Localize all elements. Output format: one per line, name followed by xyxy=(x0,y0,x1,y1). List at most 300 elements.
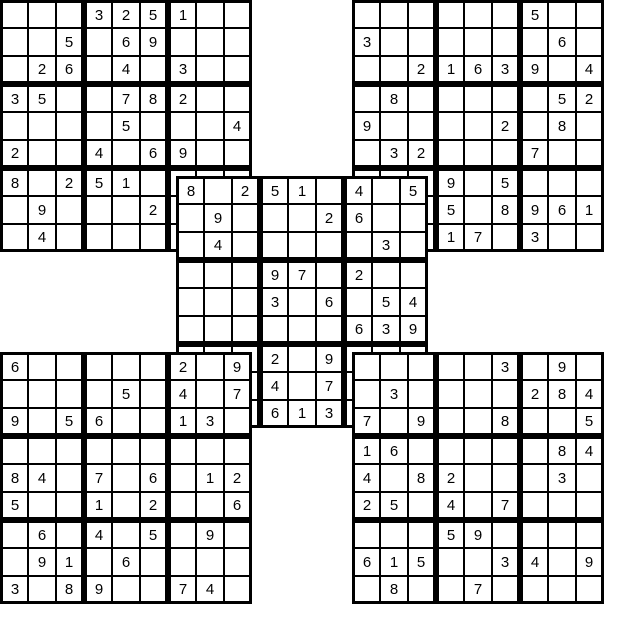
sudoku-cell-bottom-left-r8c5[interactable]: 6 xyxy=(112,548,140,576)
sudoku-cell-bottom-right-r3c9[interactable]: 5 xyxy=(576,408,604,436)
sudoku-cell-top-left-r7c3[interactable]: 2 xyxy=(56,168,84,196)
sudoku-cell-bottom-left-r1c8[interactable] xyxy=(196,352,224,380)
sudoku-cell-top-left-r1c5[interactable]: 2 xyxy=(112,0,140,28)
sudoku-cell-center-r2c6[interactable]: 2 xyxy=(316,204,344,232)
sudoku-cell-center-r4c6[interactable] xyxy=(316,260,344,288)
sudoku-cell-top-right-r2c9[interactable] xyxy=(576,28,604,56)
sudoku-cell-bottom-left-r7c8[interactable]: 9 xyxy=(196,520,224,548)
sudoku-cell-center-r3c5[interactable] xyxy=(288,232,316,260)
sudoku-cell-top-right-r9c4[interactable]: 1 xyxy=(436,224,464,252)
sudoku-cell-center-r2c7[interactable]: 6 xyxy=(344,204,372,232)
sudoku-cell-center-r5c6[interactable]: 6 xyxy=(316,288,344,316)
sudoku-cell-bottom-left-r2c6[interactable] xyxy=(140,380,168,408)
sudoku-cell-bottom-right-r5c9[interactable] xyxy=(576,464,604,492)
sudoku-cell-top-left-r3c4[interactable] xyxy=(84,56,112,84)
sudoku-cell-center-r1c3[interactable]: 2 xyxy=(232,176,260,204)
sudoku-cell-bottom-right-r4c1[interactable]: 1 xyxy=(352,436,380,464)
sudoku-cell-center-r6c3[interactable] xyxy=(232,316,260,344)
sudoku-cell-top-right-r6c9[interactable] xyxy=(576,140,604,168)
sudoku-cell-top-right-r2c3[interactable] xyxy=(408,28,436,56)
sudoku-cell-bottom-right-r3c2[interactable] xyxy=(380,408,408,436)
sudoku-cell-bottom-right-r8c5[interactable] xyxy=(464,548,492,576)
sudoku-cell-top-left-r7c4[interactable]: 5 xyxy=(84,168,112,196)
sudoku-cell-bottom-right-r7c7[interactable] xyxy=(520,520,548,548)
sudoku-cell-top-left-r2c1[interactable] xyxy=(0,28,28,56)
sudoku-cell-top-right-r8c5[interactable] xyxy=(464,196,492,224)
sudoku-cell-bottom-left-r4c8[interactable] xyxy=(196,436,224,464)
sudoku-cell-top-left-r1c3[interactable] xyxy=(56,0,84,28)
sudoku-cell-center-r6c2[interactable] xyxy=(204,316,232,344)
sudoku-cell-bottom-left-r2c3[interactable] xyxy=(56,380,84,408)
sudoku-cell-top-left-r5c8[interactable] xyxy=(196,112,224,140)
sudoku-cell-top-right-r1c3[interactable] xyxy=(408,0,436,28)
sudoku-cell-center-r2c8[interactable] xyxy=(372,204,400,232)
sudoku-cell-bottom-right-r3c4[interactable] xyxy=(436,408,464,436)
sudoku-cell-top-left-r5c2[interactable] xyxy=(28,112,56,140)
sudoku-cell-top-right-r4c6[interactable] xyxy=(492,84,520,112)
sudoku-cell-top-left-r2c7[interactable] xyxy=(168,28,196,56)
sudoku-cell-center-r1c4[interactable]: 5 xyxy=(260,176,288,204)
sudoku-cell-bottom-right-r6c1[interactable]: 2 xyxy=(352,492,380,520)
sudoku-cell-center-r1c2[interactable] xyxy=(204,176,232,204)
sudoku-cell-center-r5c7[interactable] xyxy=(344,288,372,316)
sudoku-cell-bottom-right-r2c8[interactable]: 8 xyxy=(548,380,576,408)
sudoku-cell-bottom-left-r9c8[interactable]: 4 xyxy=(196,576,224,604)
sudoku-cell-center-r3c2[interactable]: 4 xyxy=(204,232,232,260)
sudoku-cell-center-r1c7[interactable]: 4 xyxy=(344,176,372,204)
sudoku-cell-bottom-left-r5c1[interactable]: 8 xyxy=(0,464,28,492)
sudoku-cell-bottom-right-r1c4[interactable] xyxy=(436,352,464,380)
sudoku-cell-top-right-r5c3[interactable] xyxy=(408,112,436,140)
sudoku-cell-bottom-right-r8c2[interactable]: 1 xyxy=(380,548,408,576)
sudoku-cell-center-r5c4[interactable]: 3 xyxy=(260,288,288,316)
sudoku-cell-bottom-left-r8c1[interactable] xyxy=(0,548,28,576)
sudoku-cell-center-r3c6[interactable] xyxy=(316,232,344,260)
sudoku-cell-top-left-r6c8[interactable] xyxy=(196,140,224,168)
sudoku-cell-bottom-right-r6c8[interactable] xyxy=(548,492,576,520)
sudoku-cell-center-r8c4[interactable]: 4 xyxy=(260,372,288,400)
sudoku-cell-bottom-left-r3c2[interactable] xyxy=(28,408,56,436)
sudoku-cell-top-right-r6c2[interactable]: 3 xyxy=(380,140,408,168)
sudoku-cell-top-left-r3c8[interactable] xyxy=(196,56,224,84)
sudoku-cell-bottom-left-r7c7[interactable] xyxy=(168,520,196,548)
sudoku-cell-top-right-r1c1[interactable] xyxy=(352,0,380,28)
sudoku-cell-bottom-left-r9c6[interactable] xyxy=(140,576,168,604)
sudoku-cell-center-r7c4[interactable]: 2 xyxy=(260,344,288,372)
sudoku-cell-bottom-right-r1c6[interactable]: 3 xyxy=(492,352,520,380)
sudoku-cell-top-right-r2c2[interactable] xyxy=(380,28,408,56)
sudoku-cell-top-left-r1c4[interactable]: 3 xyxy=(84,0,112,28)
sudoku-cell-bottom-left-r4c5[interactable] xyxy=(112,436,140,464)
sudoku-cell-bottom-left-r3c3[interactable]: 5 xyxy=(56,408,84,436)
sudoku-cell-center-r3c9[interactable] xyxy=(400,232,428,260)
sudoku-cell-bottom-left-r7c3[interactable] xyxy=(56,520,84,548)
sudoku-cell-bottom-right-r4c5[interactable] xyxy=(464,436,492,464)
sudoku-cell-top-right-r2c1[interactable]: 3 xyxy=(352,28,380,56)
sudoku-cell-bottom-left-r3c4[interactable]: 6 xyxy=(84,408,112,436)
sudoku-cell-bottom-right-r1c1[interactable] xyxy=(352,352,380,380)
sudoku-cell-center-r1c8[interactable] xyxy=(372,176,400,204)
sudoku-cell-bottom-right-r6c3[interactable] xyxy=(408,492,436,520)
sudoku-cell-bottom-left-r8c3[interactable]: 1 xyxy=(56,548,84,576)
sudoku-cell-bottom-right-r8c4[interactable] xyxy=(436,548,464,576)
sudoku-cell-top-right-r4c4[interactable] xyxy=(436,84,464,112)
sudoku-cell-bottom-right-r2c5[interactable] xyxy=(464,380,492,408)
sudoku-cell-center-r3c7[interactable] xyxy=(344,232,372,260)
sudoku-cell-top-left-r2c2[interactable] xyxy=(28,28,56,56)
sudoku-cell-top-right-r4c9[interactable]: 2 xyxy=(576,84,604,112)
sudoku-cell-top-left-r4c4[interactable] xyxy=(84,84,112,112)
sudoku-cell-bottom-left-r3c6[interactable] xyxy=(140,408,168,436)
sudoku-cell-bottom-right-r1c3[interactable] xyxy=(408,352,436,380)
sudoku-cell-bottom-right-r8c6[interactable]: 3 xyxy=(492,548,520,576)
sudoku-cell-top-right-r2c4[interactable] xyxy=(436,28,464,56)
sudoku-cell-top-left-r5c7[interactable] xyxy=(168,112,196,140)
sudoku-cell-top-right-r3c8[interactable] xyxy=(548,56,576,84)
sudoku-cell-top-right-r4c8[interactable]: 5 xyxy=(548,84,576,112)
sudoku-cell-center-r1c9[interactable]: 5 xyxy=(400,176,428,204)
sudoku-cell-top-right-r6c6[interactable] xyxy=(492,140,520,168)
sudoku-cell-top-right-r3c2[interactable] xyxy=(380,56,408,84)
sudoku-cell-top-right-r3c4[interactable]: 1 xyxy=(436,56,464,84)
sudoku-cell-center-r3c1[interactable] xyxy=(176,232,204,260)
sudoku-cell-top-right-r7c7[interactable] xyxy=(520,168,548,196)
sudoku-cell-center-r6c8[interactable]: 3 xyxy=(372,316,400,344)
sudoku-cell-bottom-right-r7c3[interactable] xyxy=(408,520,436,548)
sudoku-cell-center-r5c8[interactable]: 5 xyxy=(372,288,400,316)
sudoku-cell-bottom-left-r7c2[interactable]: 6 xyxy=(28,520,56,548)
sudoku-cell-bottom-left-r6c7[interactable] xyxy=(168,492,196,520)
sudoku-cell-bottom-left-r1c9[interactable]: 9 xyxy=(224,352,252,380)
sudoku-cell-top-right-r9c5[interactable]: 7 xyxy=(464,224,492,252)
sudoku-cell-bottom-right-r6c7[interactable] xyxy=(520,492,548,520)
sudoku-cell-bottom-left-r6c9[interactable]: 6 xyxy=(224,492,252,520)
sudoku-cell-center-r5c9[interactable]: 4 xyxy=(400,288,428,316)
sudoku-cell-bottom-right-r9c1[interactable] xyxy=(352,576,380,604)
sudoku-cell-top-left-r7c1[interactable]: 8 xyxy=(0,168,28,196)
sudoku-cell-bottom-right-r4c3[interactable] xyxy=(408,436,436,464)
sudoku-cell-bottom-left-r6c6[interactable]: 2 xyxy=(140,492,168,520)
sudoku-cell-top-right-r2c8[interactable]: 6 xyxy=(548,28,576,56)
sudoku-cell-top-left-r6c4[interactable]: 4 xyxy=(84,140,112,168)
sudoku-cell-top-left-r6c9[interactable] xyxy=(224,140,252,168)
sudoku-cell-top-left-r2c5[interactable]: 6 xyxy=(112,28,140,56)
sudoku-cell-center-r6c4[interactable] xyxy=(260,316,288,344)
sudoku-cell-top-right-r1c9[interactable] xyxy=(576,0,604,28)
sudoku-cell-bottom-right-r4c6[interactable] xyxy=(492,436,520,464)
sudoku-cell-bottom-left-r8c7[interactable] xyxy=(168,548,196,576)
sudoku-cell-bottom-right-r1c7[interactable] xyxy=(520,352,548,380)
sudoku-cell-top-left-r3c1[interactable] xyxy=(0,56,28,84)
sudoku-cell-top-left-r4c7[interactable]: 2 xyxy=(168,84,196,112)
sudoku-cell-bottom-left-r6c3[interactable] xyxy=(56,492,84,520)
sudoku-cell-bottom-right-r9c5[interactable]: 7 xyxy=(464,576,492,604)
sudoku-cell-top-right-r2c6[interactable] xyxy=(492,28,520,56)
sudoku-cell-top-left-r2c8[interactable] xyxy=(196,28,224,56)
sudoku-cell-center-r4c8[interactable] xyxy=(372,260,400,288)
sudoku-cell-bottom-left-r6c2[interactable] xyxy=(28,492,56,520)
sudoku-cell-top-right-r2c7[interactable] xyxy=(520,28,548,56)
sudoku-cell-center-r2c5[interactable] xyxy=(288,204,316,232)
sudoku-cell-top-right-r8c6[interactable]: 8 xyxy=(492,196,520,224)
sudoku-cell-center-r6c5[interactable] xyxy=(288,316,316,344)
sudoku-cell-center-r1c6[interactable] xyxy=(316,176,344,204)
sudoku-cell-top-left-r4c2[interactable]: 5 xyxy=(28,84,56,112)
sudoku-cell-bottom-right-r9c8[interactable] xyxy=(548,576,576,604)
sudoku-cell-center-r2c4[interactable] xyxy=(260,204,288,232)
sudoku-cell-bottom-right-r2c6[interactable] xyxy=(492,380,520,408)
sudoku-cell-top-left-r4c1[interactable]: 3 xyxy=(0,84,28,112)
sudoku-cell-top-left-r9c4[interactable] xyxy=(84,224,112,252)
sudoku-cell-top-left-r2c9[interactable] xyxy=(224,28,252,56)
sudoku-cell-top-left-r6c3[interactable] xyxy=(56,140,84,168)
sudoku-cell-bottom-right-r7c1[interactable] xyxy=(352,520,380,548)
sudoku-cell-bottom-right-r3c1[interactable]: 7 xyxy=(352,408,380,436)
sudoku-cell-bottom-left-r6c4[interactable]: 1 xyxy=(84,492,112,520)
sudoku-cell-top-right-r7c6[interactable]: 5 xyxy=(492,168,520,196)
sudoku-cell-bottom-right-r9c3[interactable] xyxy=(408,576,436,604)
sudoku-cell-bottom-left-r4c1[interactable] xyxy=(0,436,28,464)
sudoku-cell-bottom-left-r6c1[interactable]: 5 xyxy=(0,492,28,520)
sudoku-cell-top-left-r6c5[interactable] xyxy=(112,140,140,168)
sudoku-cell-top-left-r6c1[interactable]: 2 xyxy=(0,140,28,168)
sudoku-cell-top-right-r8c9[interactable]: 1 xyxy=(576,196,604,224)
sudoku-cell-center-r5c3[interactable] xyxy=(232,288,260,316)
sudoku-cell-bottom-left-r6c5[interactable] xyxy=(112,492,140,520)
sudoku-cell-top-right-r6c8[interactable] xyxy=(548,140,576,168)
sudoku-cell-bottom-right-r2c2[interactable]: 3 xyxy=(380,380,408,408)
sudoku-cell-bottom-right-r5c3[interactable]: 8 xyxy=(408,464,436,492)
sudoku-cell-top-right-r4c5[interactable] xyxy=(464,84,492,112)
sudoku-cell-bottom-right-r7c8[interactable] xyxy=(548,520,576,548)
sudoku-cell-bottom-left-r7c5[interactable] xyxy=(112,520,140,548)
sudoku-cell-bottom-left-r3c9[interactable] xyxy=(224,408,252,436)
sudoku-cell-bottom-right-r5c4[interactable]: 2 xyxy=(436,464,464,492)
sudoku-cell-bottom-left-r5c7[interactable] xyxy=(168,464,196,492)
sudoku-cell-bottom-right-r6c2[interactable]: 5 xyxy=(380,492,408,520)
sudoku-cell-bottom-left-r2c4[interactable] xyxy=(84,380,112,408)
sudoku-cell-center-r6c9[interactable]: 9 xyxy=(400,316,428,344)
sudoku-cell-bottom-right-r1c2[interactable] xyxy=(380,352,408,380)
sudoku-cell-top-left-r5c9[interactable]: 4 xyxy=(224,112,252,140)
sudoku-cell-top-right-r4c1[interactable] xyxy=(352,84,380,112)
sudoku-cell-bottom-left-r7c1[interactable] xyxy=(0,520,28,548)
sudoku-cell-bottom-right-r6c4[interactable]: 4 xyxy=(436,492,464,520)
sudoku-cell-top-left-r4c9[interactable] xyxy=(224,84,252,112)
sudoku-cell-bottom-left-r8c4[interactable] xyxy=(84,548,112,576)
sudoku-cell-bottom-right-r9c7[interactable] xyxy=(520,576,548,604)
sudoku-cell-bottom-left-r8c2[interactable]: 9 xyxy=(28,548,56,576)
sudoku-cell-center-r5c5[interactable] xyxy=(288,288,316,316)
sudoku-cell-top-left-r8c4[interactable] xyxy=(84,196,112,224)
sudoku-cell-center-r1c1[interactable]: 8 xyxy=(176,176,204,204)
sudoku-cell-bottom-left-r9c7[interactable]: 7 xyxy=(168,576,196,604)
sudoku-cell-top-right-r6c5[interactable] xyxy=(464,140,492,168)
sudoku-cell-bottom-right-r4c8[interactable]: 8 xyxy=(548,436,576,464)
sudoku-cell-bottom-left-r5c9[interactable]: 2 xyxy=(224,464,252,492)
sudoku-cell-bottom-left-r9c5[interactable] xyxy=(112,576,140,604)
sudoku-cell-center-r3c4[interactable] xyxy=(260,232,288,260)
sudoku-cell-bottom-left-r3c8[interactable]: 3 xyxy=(196,408,224,436)
sudoku-cell-top-right-r5c4[interactable] xyxy=(436,112,464,140)
sudoku-cell-center-r4c4[interactable]: 9 xyxy=(260,260,288,288)
sudoku-cell-center-r9c5[interactable]: 1 xyxy=(288,400,316,428)
sudoku-cell-bottom-left-r9c1[interactable]: 3 xyxy=(0,576,28,604)
sudoku-cell-top-left-r6c2[interactable] xyxy=(28,140,56,168)
sudoku-cell-bottom-right-r3c5[interactable] xyxy=(464,408,492,436)
sudoku-cell-bottom-left-r5c5[interactable] xyxy=(112,464,140,492)
sudoku-cell-bottom-right-r5c8[interactable]: 3 xyxy=(548,464,576,492)
sudoku-cell-top-left-r4c5[interactable]: 7 xyxy=(112,84,140,112)
sudoku-cell-bottom-left-r6c8[interactable] xyxy=(196,492,224,520)
sudoku-cell-top-right-r4c7[interactable] xyxy=(520,84,548,112)
sudoku-cell-bottom-right-r5c5[interactable] xyxy=(464,464,492,492)
sudoku-cell-top-left-r3c6[interactable] xyxy=(140,56,168,84)
sudoku-cell-bottom-right-r3c8[interactable] xyxy=(548,408,576,436)
sudoku-cell-top-left-r5c3[interactable] xyxy=(56,112,84,140)
sudoku-cell-bottom-left-r4c2[interactable] xyxy=(28,436,56,464)
sudoku-cell-top-right-r5c7[interactable] xyxy=(520,112,548,140)
sudoku-cell-top-right-r6c7[interactable]: 7 xyxy=(520,140,548,168)
sudoku-cell-top-left-r5c4[interactable] xyxy=(84,112,112,140)
sudoku-cell-center-r2c1[interactable] xyxy=(176,204,204,232)
sudoku-cell-bottom-right-r1c8[interactable]: 9 xyxy=(548,352,576,380)
sudoku-cell-bottom-right-r6c6[interactable]: 7 xyxy=(492,492,520,520)
sudoku-cell-bottom-left-r5c3[interactable] xyxy=(56,464,84,492)
sudoku-cell-top-left-r9c2[interactable]: 4 xyxy=(28,224,56,252)
sudoku-cell-center-r9c6[interactable]: 3 xyxy=(316,400,344,428)
sudoku-cell-top-right-r6c1[interactable] xyxy=(352,140,380,168)
sudoku-cell-bottom-left-r2c7[interactable]: 4 xyxy=(168,380,196,408)
sudoku-cell-bottom-left-r9c9[interactable] xyxy=(224,576,252,604)
sudoku-cell-bottom-right-r8c1[interactable]: 6 xyxy=(352,548,380,576)
sudoku-cell-bottom-right-r9c9[interactable] xyxy=(576,576,604,604)
sudoku-cell-bottom-left-r3c5[interactable] xyxy=(112,408,140,436)
sudoku-cell-bottom-left-r8c6[interactable] xyxy=(140,548,168,576)
sudoku-cell-bottom-right-r4c4[interactable] xyxy=(436,436,464,464)
sudoku-cell-center-r3c3[interactable] xyxy=(232,232,260,260)
sudoku-cell-top-right-r4c2[interactable]: 8 xyxy=(380,84,408,112)
sudoku-cell-bottom-left-r1c1[interactable]: 6 xyxy=(0,352,28,380)
sudoku-cell-top-left-r8c5[interactable] xyxy=(112,196,140,224)
sudoku-cell-top-right-r2c5[interactable] xyxy=(464,28,492,56)
sudoku-cell-center-r6c6[interactable] xyxy=(316,316,344,344)
sudoku-cell-center-r8c5[interactable] xyxy=(288,372,316,400)
sudoku-cell-bottom-right-r4c9[interactable]: 4 xyxy=(576,436,604,464)
sudoku-cell-bottom-left-r8c9[interactable] xyxy=(224,548,252,576)
sudoku-cell-top-right-r7c4[interactable]: 9 xyxy=(436,168,464,196)
sudoku-cell-top-right-r5c9[interactable] xyxy=(576,112,604,140)
sudoku-cell-top-right-r3c1[interactable] xyxy=(352,56,380,84)
sudoku-cell-top-left-r7c6[interactable] xyxy=(140,168,168,196)
sudoku-cell-top-left-r2c4[interactable] xyxy=(84,28,112,56)
sudoku-cell-top-right-r8c4[interactable]: 5 xyxy=(436,196,464,224)
sudoku-cell-top-left-r2c3[interactable]: 5 xyxy=(56,28,84,56)
sudoku-cell-bottom-left-r4c6[interactable] xyxy=(140,436,168,464)
sudoku-cell-center-r7c6[interactable]: 9 xyxy=(316,344,344,372)
sudoku-cell-center-r2c2[interactable]: 9 xyxy=(204,204,232,232)
sudoku-cell-top-right-r3c9[interactable]: 4 xyxy=(576,56,604,84)
sudoku-cell-bottom-left-r2c9[interactable]: 7 xyxy=(224,380,252,408)
sudoku-cell-center-r2c9[interactable] xyxy=(400,204,428,232)
sudoku-cell-top-right-r3c7[interactable]: 9 xyxy=(520,56,548,84)
sudoku-cell-top-left-r5c5[interactable]: 5 xyxy=(112,112,140,140)
sudoku-cell-top-right-r3c5[interactable]: 6 xyxy=(464,56,492,84)
sudoku-cell-top-right-r1c8[interactable] xyxy=(548,0,576,28)
sudoku-cell-bottom-left-r7c6[interactable]: 5 xyxy=(140,520,168,548)
sudoku-cell-bottom-right-r4c7[interactable] xyxy=(520,436,548,464)
sudoku-cell-top-right-r7c5[interactable] xyxy=(464,168,492,196)
sudoku-cell-center-r4c2[interactable] xyxy=(204,260,232,288)
sudoku-cell-bottom-left-r4c9[interactable] xyxy=(224,436,252,464)
sudoku-cell-bottom-right-r2c1[interactable] xyxy=(352,380,380,408)
sudoku-cell-center-r5c2[interactable] xyxy=(204,288,232,316)
sudoku-cell-bottom-left-r4c4[interactable] xyxy=(84,436,112,464)
sudoku-cell-bottom-left-r1c3[interactable] xyxy=(56,352,84,380)
sudoku-cell-center-r8c6[interactable]: 7 xyxy=(316,372,344,400)
sudoku-cell-top-right-r1c7[interactable]: 5 xyxy=(520,0,548,28)
sudoku-cell-bottom-right-r7c4[interactable]: 5 xyxy=(436,520,464,548)
sudoku-cell-top-left-r3c9[interactable] xyxy=(224,56,252,84)
sudoku-cell-bottom-left-r2c2[interactable] xyxy=(28,380,56,408)
sudoku-cell-top-right-r5c5[interactable] xyxy=(464,112,492,140)
sudoku-cell-top-left-r7c5[interactable]: 1 xyxy=(112,168,140,196)
sudoku-cell-bottom-left-r3c7[interactable]: 1 xyxy=(168,408,196,436)
sudoku-cell-bottom-left-r9c2[interactable] xyxy=(28,576,56,604)
sudoku-cell-top-right-r5c8[interactable]: 8 xyxy=(548,112,576,140)
sudoku-cell-top-right-r1c4[interactable] xyxy=(436,0,464,28)
sudoku-cell-bottom-left-r1c5[interactable] xyxy=(112,352,140,380)
sudoku-cell-bottom-right-r2c3[interactable] xyxy=(408,380,436,408)
sudoku-cell-bottom-left-r2c1[interactable] xyxy=(0,380,28,408)
sudoku-cell-bottom-right-r8c3[interactable]: 5 xyxy=(408,548,436,576)
sudoku-cell-center-r4c3[interactable] xyxy=(232,260,260,288)
sudoku-cell-bottom-left-r2c5[interactable]: 5 xyxy=(112,380,140,408)
sudoku-cell-top-left-r5c1[interactable] xyxy=(0,112,28,140)
sudoku-cell-top-right-r7c8[interactable] xyxy=(548,168,576,196)
sudoku-cell-bottom-right-r5c7[interactable] xyxy=(520,464,548,492)
sudoku-cell-top-right-r6c3[interactable]: 2 xyxy=(408,140,436,168)
sudoku-cell-center-r2c3[interactable] xyxy=(232,204,260,232)
sudoku-cell-center-r4c9[interactable] xyxy=(400,260,428,288)
sudoku-cell-bottom-left-r7c4[interactable]: 4 xyxy=(84,520,112,548)
sudoku-cell-top-left-r4c3[interactable] xyxy=(56,84,84,112)
sudoku-cell-top-right-r7c9[interactable] xyxy=(576,168,604,196)
sudoku-cell-bottom-right-r8c7[interactable]: 4 xyxy=(520,548,548,576)
sudoku-cell-top-left-r8c3[interactable] xyxy=(56,196,84,224)
sudoku-cell-bottom-right-r2c9[interactable]: 4 xyxy=(576,380,604,408)
sudoku-cell-center-r7c5[interactable] xyxy=(288,344,316,372)
sudoku-cell-bottom-right-r9c4[interactable] xyxy=(436,576,464,604)
sudoku-cell-top-left-r8c6[interactable]: 2 xyxy=(140,196,168,224)
sudoku-cell-bottom-right-r5c6[interactable] xyxy=(492,464,520,492)
sudoku-cell-top-left-r8c1[interactable] xyxy=(0,196,28,224)
sudoku-cell-bottom-right-r2c4[interactable] xyxy=(436,380,464,408)
sudoku-cell-bottom-right-r3c6[interactable]: 8 xyxy=(492,408,520,436)
sudoku-cell-bottom-right-r6c5[interactable] xyxy=(464,492,492,520)
sudoku-cell-top-left-r1c1[interactable] xyxy=(0,0,28,28)
sudoku-cell-top-left-r1c6[interactable]: 5 xyxy=(140,0,168,28)
sudoku-cell-bottom-right-r8c8[interactable] xyxy=(548,548,576,576)
sudoku-cell-top-right-r9c6[interactable] xyxy=(492,224,520,252)
sudoku-cell-top-right-r3c6[interactable]: 3 xyxy=(492,56,520,84)
sudoku-cell-top-left-r5c6[interactable] xyxy=(140,112,168,140)
sudoku-cell-bottom-left-r1c4[interactable] xyxy=(84,352,112,380)
sudoku-cell-bottom-left-r5c8[interactable]: 1 xyxy=(196,464,224,492)
sudoku-cell-top-right-r3c3[interactable]: 2 xyxy=(408,56,436,84)
sudoku-cell-bottom-right-r7c5[interactable]: 9 xyxy=(464,520,492,548)
sudoku-cell-bottom-left-r9c3[interactable]: 8 xyxy=(56,576,84,604)
